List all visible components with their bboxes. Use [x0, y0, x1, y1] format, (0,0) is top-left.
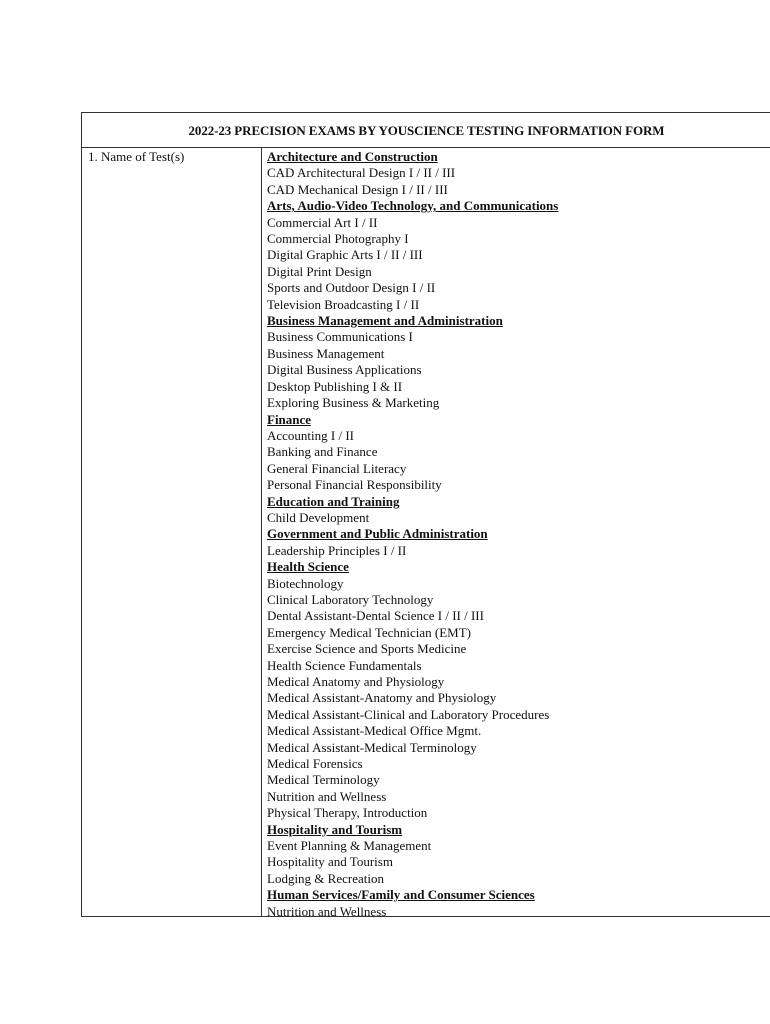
category-heading: Government and Public Administration [267, 526, 488, 542]
test-item: Dental Assistant-Dental Science I / II / III [267, 608, 484, 624]
test-item: Banking and Finance [267, 444, 378, 460]
test-item: Nutrition and Wellness [267, 903, 387, 919]
test-item: Digital Print Design [267, 263, 372, 279]
test-item: Medical Anatomy and Physiology [267, 674, 445, 689]
test-item: Emergency Medical Technician (EMT) [267, 624, 472, 640]
test-item: Sports and Outdoor Design I / II [267, 280, 436, 296]
category-hospitality-tourism [267, 822, 770, 888]
category-heading: Education and Training [267, 493, 400, 509]
test-item: Commercial Photography I [267, 231, 409, 247]
test-item: Accounting I / II [267, 427, 355, 443]
test-item: Digital Graphic Arts I / II / III [267, 247, 423, 263]
test-item: Medical Assistant-Anatomy and Physiology [267, 690, 497, 706]
category-heading: Arts, Audio-Video Technology, and Communications [267, 198, 559, 214]
test-item: Business Management [267, 345, 385, 361]
test-item: Physical Therapy, Introduction [267, 805, 428, 821]
category-education-training [267, 494, 770, 527]
test-item: Digital Business Applications [267, 362, 422, 378]
test-list [262, 148, 770, 917]
test-item: Medical Forensics [267, 756, 363, 772]
category-heading: Architecture and Construction [267, 149, 438, 164]
test-item: Television Broadcasting I / II [267, 296, 420, 312]
test-item: Desktop Publishing I & II [267, 378, 403, 394]
category-heading: Hospitality and Tourism [267, 821, 403, 837]
category-arts-av-communications [267, 198, 770, 313]
test-item: Lodging & Recreation [267, 870, 384, 886]
form-title: 2022-23 PRECISION EXAMS BY YOUSCIENCE TESTING INFORMATION FORM [82, 113, 770, 148]
test-item: CAD Architectural Design I / II / III [267, 165, 456, 181]
test-item: Exercise Science and Sports Medicine [267, 641, 467, 657]
category-heading: Health Science [267, 559, 349, 575]
test-item: Exploring Business & Marketing [267, 395, 440, 411]
test-item: Health Science Fundamentals [267, 657, 422, 673]
category-heading: Business Management and Administration [267, 313, 503, 329]
test-item: Clinical Laboratory Technology [267, 591, 434, 607]
test-item: Child Development [267, 509, 370, 525]
test-item: Hospitality and Tourism [267, 854, 393, 870]
test-item: Medical Assistant-Clinical and Laboratory Procedures [267, 706, 550, 722]
category-health-science [267, 559, 770, 822]
test-item: Nutrition and Wellness [267, 788, 387, 804]
testing-information-form [81, 112, 770, 917]
test-item: Business Communications I [267, 329, 413, 345]
test-item: Leadership Principles I / II [267, 542, 407, 558]
category-government-public-administration [267, 526, 770, 559]
category-human-services [267, 887, 770, 920]
test-item: Medical Terminology [267, 772, 380, 788]
form-row-test-names [82, 148, 770, 917]
test-item: Personal Financial Responsibility [267, 477, 442, 493]
category-business-management [267, 313, 770, 411]
test-item: Commercial Art I / II [267, 214, 378, 230]
category-finance [267, 412, 770, 494]
test-item: CAD Mechanical Design I / II / III [267, 181, 448, 197]
test-item: Medical Assistant-Medical Terminology [267, 739, 477, 755]
test-item: Event Planning & Management [267, 838, 432, 854]
category-heading: Finance [267, 411, 312, 427]
category-heading: Human Services/Family and Consumer Sciences [267, 887, 535, 903]
test-item: General Financial Literacy [267, 460, 407, 476]
category-architecture-construction [267, 149, 770, 198]
test-item: Biotechnology [267, 575, 344, 591]
test-item: Medical Assistant-Medical Office Mgmt. [267, 723, 482, 739]
row-label: 1. Name of Test(s) [82, 148, 262, 917]
